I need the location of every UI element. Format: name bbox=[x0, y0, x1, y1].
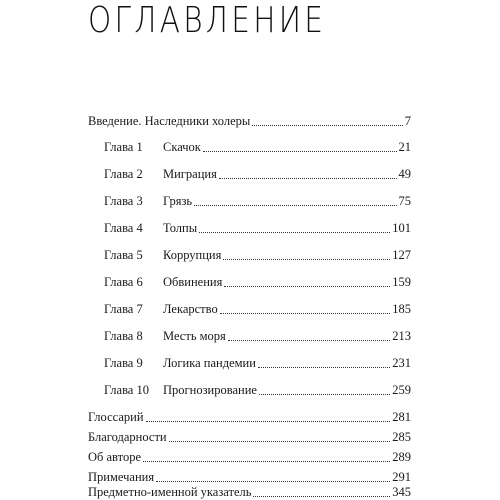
toc-entry-chapter-9[interactable] bbox=[104, 355, 411, 371]
toc-page-number: 101 bbox=[392, 221, 411, 235]
page-title: ОГЛАВЛЕНИЕ bbox=[88, 0, 327, 41]
toc-page-number: 21 bbox=[398, 140, 411, 154]
toc-entry-label: Месть моря bbox=[163, 329, 226, 343]
dot-leader bbox=[219, 178, 397, 179]
toc-entry-label: Предметно-именной указатель bbox=[88, 485, 252, 499]
toc-entry-label: Обвинения bbox=[163, 275, 223, 289]
toc-entry-glossary[interactable] bbox=[88, 409, 411, 425]
dot-leader bbox=[194, 205, 396, 206]
toc-entry-label: Прогнозирование bbox=[163, 383, 257, 397]
dot-leader bbox=[203, 151, 397, 152]
toc-entry-chapter-10[interactable] bbox=[104, 382, 411, 398]
toc-page-number: 345 bbox=[392, 485, 411, 499]
chapter-number: Глава 10 bbox=[104, 383, 149, 397]
toc-entry-label: Введение. Наследники холеры bbox=[88, 114, 251, 128]
toc-page-number: 285 bbox=[392, 430, 411, 444]
toc-page-number: 259 bbox=[392, 383, 411, 397]
dot-leader bbox=[223, 259, 390, 260]
chapter-number: Глава 2 bbox=[104, 167, 143, 181]
toc-page-number: 291 bbox=[392, 470, 411, 484]
dot-leader bbox=[220, 313, 391, 314]
toc-entry-intro[interactable] bbox=[88, 113, 411, 129]
dot-leader bbox=[228, 340, 390, 341]
toc-entry-chapter-3[interactable] bbox=[104, 193, 411, 209]
toc-entry-label: Скачок bbox=[163, 140, 201, 154]
dot-leader bbox=[199, 232, 390, 233]
toc-page-number: 49 bbox=[398, 167, 411, 181]
dot-leader bbox=[258, 367, 390, 368]
toc-entry-chapter-2[interactable] bbox=[104, 166, 411, 182]
dot-leader bbox=[252, 125, 402, 126]
chapter-number: Глава 9 bbox=[104, 356, 143, 370]
chapter-number: Глава 6 bbox=[104, 275, 143, 289]
dot-leader bbox=[224, 286, 390, 287]
toc-entry-label: Лекарство bbox=[163, 302, 218, 316]
toc-page-number: 289 bbox=[392, 450, 411, 464]
toc-entry-label: Толпы bbox=[163, 221, 198, 235]
toc-page-number: 231 bbox=[392, 356, 411, 370]
toc-entry-label: Благодарности bbox=[88, 430, 167, 444]
chapter-number: Глава 3 bbox=[104, 194, 143, 208]
toc-entry-chapter-7[interactable] bbox=[104, 301, 411, 317]
toc-page-number: 185 bbox=[392, 302, 411, 316]
toc-entry-chapter-6[interactable] bbox=[104, 274, 411, 290]
toc-entry-label: Глоссарий bbox=[88, 410, 144, 424]
toc-entry-index[interactable] bbox=[88, 484, 411, 500]
toc-entry-label: Миграция bbox=[163, 167, 217, 181]
toc-entry-label: Об авторе bbox=[88, 450, 141, 464]
toc-page-number: 159 bbox=[392, 275, 411, 289]
toc-page-number: 7 bbox=[404, 114, 411, 128]
chapter-number: Глава 1 bbox=[104, 140, 143, 154]
chapter-number: Глава 8 bbox=[104, 329, 143, 343]
toc-page-number: 281 bbox=[392, 410, 411, 424]
toc-page-number: 213 bbox=[392, 329, 411, 343]
toc-entry-notes[interactable] bbox=[88, 469, 411, 485]
toc-entry-label: Примечания bbox=[88, 470, 155, 484]
dot-leader bbox=[143, 461, 390, 462]
toc-entry-chapter-1[interactable] bbox=[104, 139, 411, 155]
toc-page-number: 127 bbox=[392, 248, 411, 262]
toc-page-number: 75 bbox=[398, 194, 411, 208]
toc-entry-label: Логика пандемии bbox=[163, 356, 256, 370]
dot-leader bbox=[259, 394, 390, 395]
toc-entry-label: Коррупция bbox=[163, 248, 222, 262]
dot-leader bbox=[169, 441, 391, 442]
chapter-number: Глава 5 bbox=[104, 248, 143, 262]
toc-entry-chapter-4[interactable] bbox=[104, 220, 411, 236]
dot-leader bbox=[253, 496, 390, 497]
chapter-number: Глава 7 bbox=[104, 302, 143, 316]
dot-leader bbox=[146, 421, 391, 422]
toc-entry-chapter-5[interactable] bbox=[104, 247, 411, 263]
chapter-number: Глава 4 bbox=[104, 221, 143, 235]
toc-entry-acknowledgements[interactable] bbox=[88, 429, 411, 445]
toc-entry-chapter-8[interactable] bbox=[104, 328, 411, 344]
toc-entry-label: Грязь bbox=[163, 194, 193, 208]
dot-leader bbox=[156, 481, 390, 482]
toc-entry-about-author[interactable] bbox=[88, 449, 411, 465]
